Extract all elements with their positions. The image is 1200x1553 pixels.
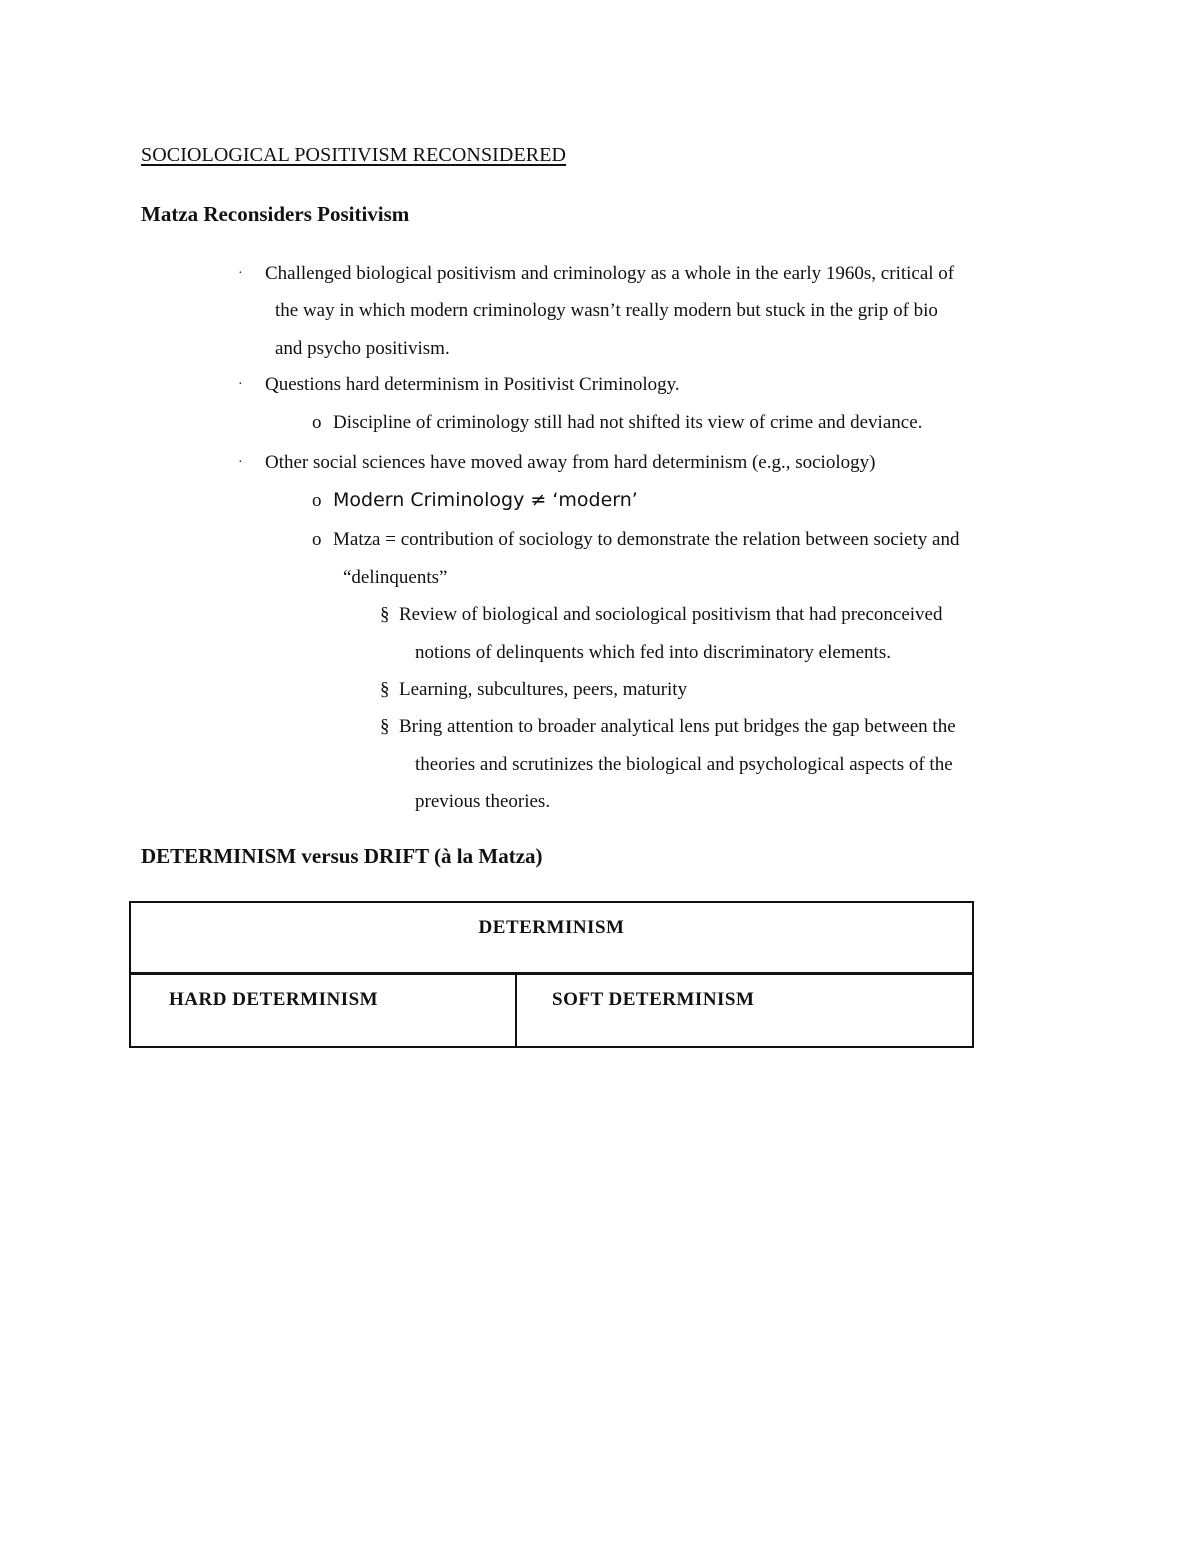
section-heading-determinism: DETERMINISM versus DRIFT (à la Matza) <box>141 844 543 868</box>
sub-list-item-text: Matza = contribution of sociology to demonstrate the relation between society and <box>333 529 960 550</box>
list-item-text: the way in which modern criminology wasn’t really modern but stuck in the grip of bio <box>275 300 938 321</box>
sub-bullet-marker: o <box>312 412 322 433</box>
sub-bullet-marker: o <box>312 490 322 511</box>
determinism-table <box>129 901 974 1048</box>
sub-list-item-text: Discipline of criminology still had not shifted its view of crime and deviance. <box>333 412 923 433</box>
list-item-text: and psycho positivism. <box>275 338 450 359</box>
section-sign-marker: § <box>380 604 390 625</box>
list-item-text: Challenged biological positivism and criminology as a whole in the early 1960s, critical of <box>265 263 955 284</box>
sub-list-item-text: Modern Criminology ≠ ‘modern’ <box>333 489 638 511</box>
subsub-list-item-text: theories and scrutinizes the biological and psychological aspects of the <box>415 754 953 775</box>
subsub-list-item-text: Review of biological and sociological positivism that had preconceived <box>399 604 943 625</box>
subsub-list-item-text: notions of delinquents which fed into discriminatory elements. <box>415 642 891 663</box>
table-column-divider <box>515 975 517 1046</box>
subsub-list-item-text: Learning, subcultures, peers, maturity <box>399 679 688 700</box>
section-sign-marker: § <box>380 679 390 700</box>
sub-list-item-text: “delinquents” <box>343 567 448 588</box>
bullet-marker: · <box>238 266 243 281</box>
bullet-marker: · <box>238 377 243 392</box>
list-item-text: Other social sciences have moved away from hard determinism (e.g., sociology) <box>265 452 876 473</box>
subsub-list-item-text: Bring attention to broader analytical lens put bridges the gap between the <box>399 716 956 737</box>
table-header-row <box>131 903 972 975</box>
table-header-cell: DETERMINISM <box>478 917 625 938</box>
document-title: SOCIOLOGICAL POSITIVISM RECONSIDERED <box>141 144 567 166</box>
table-cell-hard-determinism: HARD DETERMINISM <box>169 989 379 1010</box>
section-sign-marker: § <box>380 716 390 737</box>
subsub-list-item-text: previous theories. <box>415 791 551 812</box>
bullet-marker: · <box>238 455 243 470</box>
section-heading-matza: Matza Reconsiders Positivism <box>141 202 410 226</box>
sub-bullet-marker: o <box>312 529 322 550</box>
list-item-text: Questions hard determinism in Positivist Criminology. <box>265 374 680 395</box>
table-cell-soft-determinism: SOFT DETERMINISM <box>552 989 755 1010</box>
